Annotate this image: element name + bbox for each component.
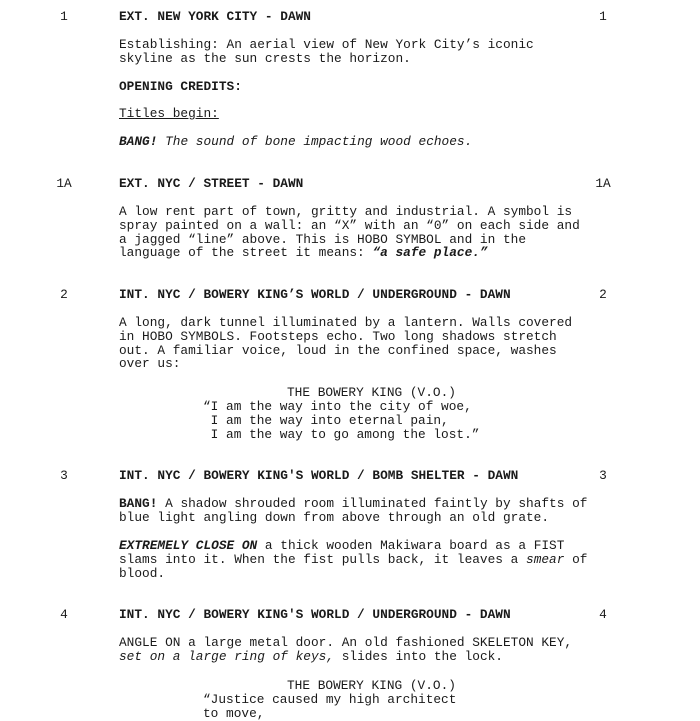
- scene-heading: INT. NYC / BOWERY KING'S WORLD / UNDERGROUND - DAWN: [119, 607, 511, 622]
- scene-number-right: 4: [599, 607, 607, 622]
- dialogue-block: [203, 693, 456, 721]
- character-cue: THE BOWERY KING (V.O.): [287, 385, 456, 400]
- action-text: A shadow shrouded room illuminated faintly by shafts of: [157, 496, 588, 511]
- titles-begin-line: [119, 107, 619, 121]
- dialogue-line: “Justice caused my high architect: [203, 692, 457, 707]
- dialogue-line: to move,: [203, 705, 265, 721]
- scene-number-left: 2: [60, 287, 68, 302]
- smear-emphasis: smear: [526, 551, 565, 567]
- action-line: Establishing: An aerial view of New York City’s iconic: [119, 37, 534, 52]
- action-line: A low rent part of town, gritty and industrial. A symbol is: [119, 204, 573, 219]
- action-line: in HOBO SYMBOLS. Footsteps echo. Two long shadows stretch: [119, 328, 557, 344]
- safe-place-emphasis: “a safe place.”: [372, 245, 488, 261]
- action-line: ANGLE ON a large metal door. An old fashioned SKELETON KEY,: [119, 635, 573, 650]
- bang-emphasis: BANG!: [119, 134, 158, 149]
- dialogue-line: “I am the way into the city of woe,: [203, 399, 472, 414]
- scene-heading: INT. NYC / BOWERY KING’S WORLD / UNDERGROUND - DAWN: [119, 287, 511, 302]
- bang-description: The sound of bone impacting wood echoes.: [165, 134, 473, 149]
- action-line: spray painted on a wall: an “X” with an “0” on each side and: [119, 217, 580, 233]
- ring-of-keys-emphasis: set on a large ring of keys,: [119, 648, 335, 664]
- action-text: of: [564, 551, 588, 567]
- scene-number-right: 2: [599, 287, 607, 302]
- action-line: skyline as the sun crests the horizon.: [119, 50, 411, 66]
- scene-number-right: 3: [599, 468, 607, 483]
- scene-heading: INT. NYC / BOWERY KING'S WORLD / BOMB SHELTER - DAWN: [119, 468, 519, 483]
- scene-number-left: 1: [60, 9, 68, 24]
- scene-number-left: 4: [60, 607, 68, 622]
- extremely-close-on-emphasis: EXTREMELY CLOSE ON: [119, 538, 258, 553]
- action-text: a thick wooden Makiwara board as a FIST: [257, 538, 565, 553]
- action-line: a jagged “line” above. This is HOBO SYMBOL and in the: [119, 231, 527, 247]
- scene-number-right: 1A: [595, 176, 611, 191]
- opening-credits-label: OPENING CREDITS:: [119, 79, 242, 94]
- action-text: slams into it. When the fist pulls back, it leaves a: [119, 551, 527, 567]
- bang-line: [119, 135, 619, 149]
- scene-number-left: 1A: [56, 176, 72, 191]
- scene-heading: EXT. NYC / STREET - DAWN: [119, 176, 304, 191]
- scene-number-left: 3: [60, 468, 68, 483]
- bang-emphasis: BANG!: [119, 496, 158, 511]
- action-paragraph: [119, 636, 619, 664]
- dialogue-line: I am the way into eternal pain,: [203, 412, 449, 428]
- action-paragraph: [119, 316, 619, 371]
- character-cue: THE BOWERY KING (V.O.): [287, 678, 456, 693]
- action-line-prefix: language of the street it means:: [119, 245, 373, 261]
- dialogue-block: [203, 400, 479, 441]
- scene-heading: EXT. NEW YORK CITY - DAWN: [119, 9, 311, 24]
- action-line: blue light angling down from above through an old grate.: [119, 509, 550, 525]
- action-line: blood.: [119, 565, 166, 581]
- action-paragraph: [119, 539, 619, 580]
- action-line: out. A familiar voice, loud in the confined space, washes: [119, 342, 557, 358]
- action-line: A long, dark tunnel illuminated by a lantern. Walls covered: [119, 315, 573, 330]
- titles-begin-text: Titles begin:: [119, 106, 219, 121]
- dialogue-line: I am the way to go among the lost.”: [203, 426, 480, 442]
- action-paragraph: [119, 205, 619, 260]
- action-paragraph: [119, 38, 619, 66]
- action-line: over us:: [119, 356, 181, 372]
- scene-number-right: 1: [599, 9, 607, 24]
- action-paragraph: [119, 497, 619, 525]
- action-text: slides into the lock.: [334, 648, 503, 664]
